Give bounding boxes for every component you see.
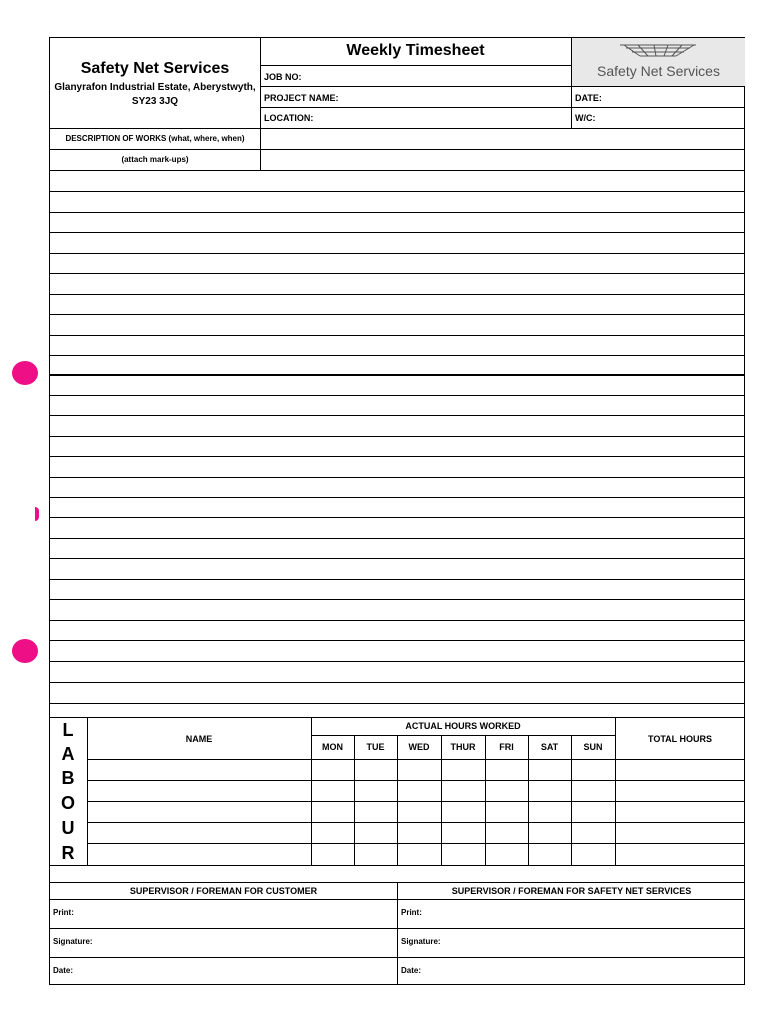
job-no-label: JOB NO:: [264, 72, 302, 82]
sns-signature-label: Signature:: [401, 937, 441, 946]
labour-letter-b: B: [61, 768, 75, 788]
customer-date-label: Date:: [53, 966, 74, 975]
day-header-thur: THUR: [450, 742, 476, 752]
rule: [49, 355, 745, 356]
header-divider-left: [260, 37, 261, 170]
labour-letter-a: A: [61, 744, 75, 764]
rule: [49, 436, 745, 437]
description-sub-label: (attach mark-ups): [121, 155, 189, 164]
rule: [49, 497, 745, 498]
wc-label: W/C:: [575, 113, 596, 123]
rule: [49, 128, 745, 129]
company-logo: [572, 38, 745, 86]
project-name-label: PROJECT NAME:: [264, 93, 339, 103]
rule: [49, 415, 745, 416]
rule: [311, 735, 615, 736]
rule: [49, 517, 745, 518]
company-address-line1: Glanyrafon Industrial Estate, Aberystwyth,: [54, 82, 256, 93]
rule: [260, 86, 745, 87]
customer-print-label: Print:: [53, 908, 74, 917]
rule: [49, 703, 745, 704]
logo-text: Safety Net Services: [597, 63, 720, 79]
location-label: LOCATION:: [264, 113, 314, 123]
rule: [49, 477, 745, 478]
company-block: [50, 38, 260, 127]
rule: [49, 928, 745, 929]
sns-date-label: Date:: [401, 966, 422, 975]
rule: [49, 395, 745, 396]
labour-letter-l: L: [62, 720, 74, 740]
rule: [528, 735, 529, 865]
rule: [49, 620, 745, 621]
labour-letter-o: O: [60, 793, 75, 813]
rule: [87, 801, 745, 802]
rule: [87, 843, 745, 844]
rule: [49, 957, 745, 958]
rule: [354, 735, 355, 865]
page-title: Weekly Timesheet: [346, 42, 485, 59]
punch-hole-marker-bottom: [12, 639, 38, 663]
rule: [49, 314, 745, 315]
rule: [397, 882, 398, 985]
day-header-fri: FRI: [499, 742, 514, 752]
rule: [49, 149, 745, 150]
day-header-mon: MON: [322, 742, 343, 752]
punch-hole-marker-mid: [35, 507, 39, 521]
total-hours-header: TOTAL HOURS: [647, 734, 712, 744]
rule: [49, 579, 745, 580]
rule: [49, 232, 745, 233]
rule: [49, 599, 745, 600]
rule: [49, 682, 745, 683]
rule: [397, 735, 398, 865]
rule: [49, 273, 745, 274]
rule: [49, 865, 745, 866]
rule: [49, 538, 745, 539]
rule: [87, 759, 745, 760]
rule: [485, 735, 486, 865]
name-header: NAME: [185, 734, 213, 744]
customer-supervisor-header: SUPERVISOR / FOREMAN FOR CUSTOMER: [129, 886, 318, 896]
sns-print-label: Print:: [401, 908, 422, 917]
actual-hours-header: ACTUAL HOURS WORKED: [405, 721, 521, 731]
rule: [260, 107, 745, 108]
day-header-wed: WED: [408, 742, 430, 752]
rule: [49, 456, 745, 457]
description-label: DESCRIPTION OF WORKS (what, where, when): [65, 134, 245, 143]
rule: [260, 65, 571, 66]
company-name: Safety Net Services: [80, 60, 230, 77]
rule: [571, 735, 572, 865]
rule: [87, 780, 745, 781]
rule: [49, 374, 745, 376]
rule: [49, 899, 745, 900]
labour-letter-r: R: [61, 843, 75, 863]
header-divider-right: [571, 37, 572, 128]
rule: [49, 661, 745, 662]
rule: [49, 191, 745, 192]
rule: [49, 335, 745, 336]
rule: [49, 640, 745, 641]
rule: [49, 212, 745, 213]
net-logo-icon: [618, 42, 698, 62]
rule: [87, 822, 745, 823]
rule: [49, 717, 745, 718]
sns-supervisor-header: SUPERVISOR / FOREMAN FOR SAFETY NET SERVICES: [451, 886, 692, 896]
labour-letter-u: U: [61, 818, 75, 838]
rule: [49, 294, 745, 295]
rule: [49, 558, 745, 559]
customer-signature-label: Signature:: [53, 937, 93, 946]
punch-hole-marker-top: [12, 361, 38, 385]
rule: [49, 170, 745, 171]
rule: [49, 253, 745, 254]
day-header-sat: SAT: [540, 742, 559, 752]
rule: [441, 735, 442, 865]
day-header-sun: SUN: [583, 742, 603, 752]
date-label: DATE:: [575, 93, 602, 103]
company-address-line2: SY23 3JQ: [131, 96, 179, 107]
day-header-tue: TUE: [366, 742, 385, 752]
